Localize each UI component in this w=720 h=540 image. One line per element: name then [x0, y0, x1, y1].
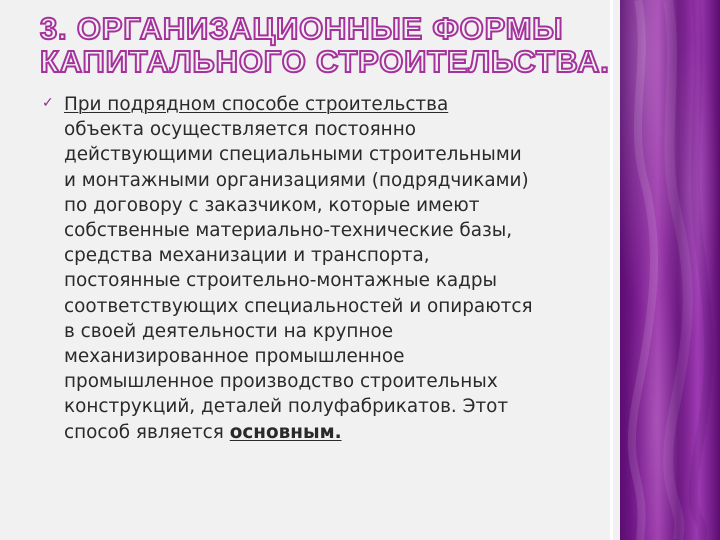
paragraph-line-4: и монтажными организациями (подрядчиками) [64, 169, 529, 191]
paragraph-line-2: объекта осуществляется постоянно [64, 119, 416, 141]
decorative-purple-band [620, 0, 720, 540]
title-line-1: 3. ОРГАНИЗАЦИОННЫЕ ФОРМЫ [40, 11, 564, 46]
content-area [42, 92, 592, 445]
paragraph-line-6: собственные материально-технические базы, [64, 220, 513, 242]
paragraph-line-8: постоянные строительно-монтажные кадры [64, 270, 498, 292]
underlined-intro: При подрядном способе строительства [64, 94, 449, 115]
paragraph-line-3: действующими специальными строительными [64, 144, 522, 166]
slide-title [40, 11, 610, 79]
white-divider [610, 0, 613, 540]
paragraph-line-7: средства механизации и транспорта, [64, 245, 430, 267]
paragraph-line-5: по договору с заказчиком, которые имеют [64, 194, 480, 216]
decorative-texture-icon [620, 0, 720, 540]
title-line-2: КАПИТАЛЬНОГО СТРОИТЕЛЬСТВА. [40, 44, 610, 79]
paragraph-line-13: конструкций, деталей полуфабрикатов. Этот [64, 396, 509, 418]
paragraph-line-10: в своей деятельности на крупное [64, 320, 394, 342]
body-paragraph [64, 92, 592, 445]
checkmark-icon: ✓ [42, 95, 54, 111]
line-14-prefix: способ является [64, 421, 230, 443]
emphasis-underlined: основным. [229, 421, 342, 443]
paragraph-line-12: промышленное производство строительных [64, 371, 498, 393]
paragraph-line-9: соответствующих специальностей и опираются [64, 295, 533, 317]
paragraph-line-11: механизированное промышленное [64, 346, 405, 368]
paragraph-line-14 [64, 420, 592, 445]
paragraph-line-1 [64, 92, 592, 117]
